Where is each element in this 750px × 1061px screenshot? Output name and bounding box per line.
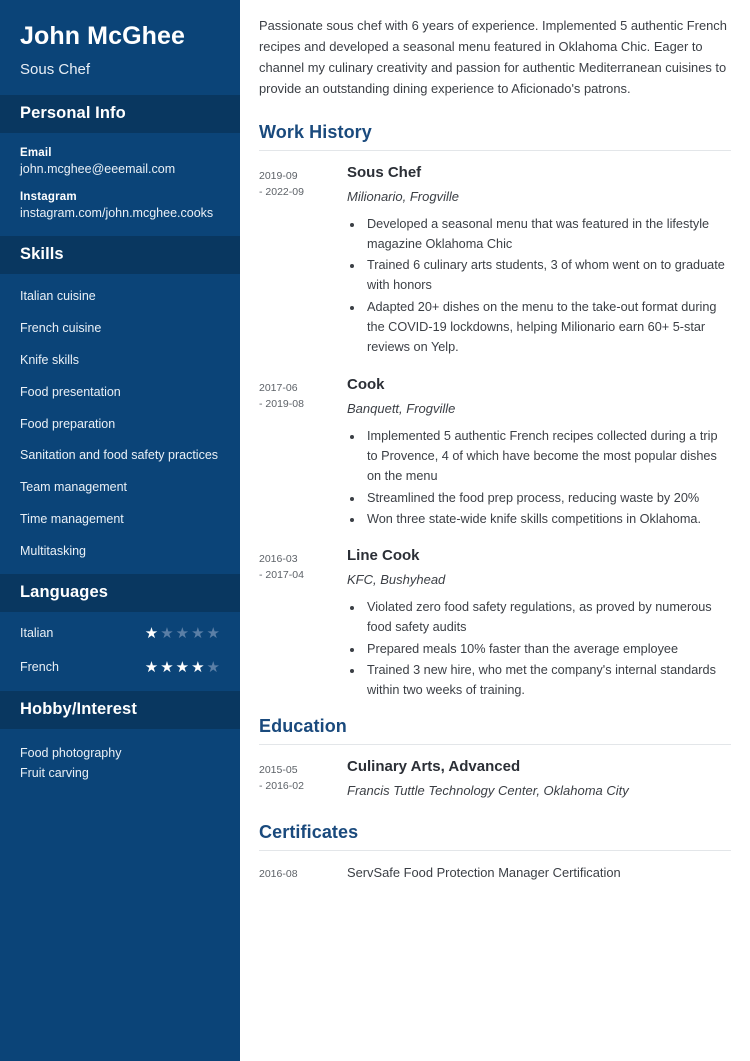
education-entry <box>259 758 731 808</box>
list-item: • Trained 3 new hire, who met the company's internal standards within two weeks of training. <box>364 660 731 701</box>
languages-body <box>0 612 240 691</box>
section-education <box>259 716 731 808</box>
section-divider <box>259 850 731 851</box>
hobby-list <box>20 743 220 783</box>
entry-date-range <box>259 164 343 359</box>
list-item: • Streamlined the food prep process, reducing waste by 20% <box>364 488 731 508</box>
date-end: - 2019-08 <box>259 397 304 410</box>
section-certificates <box>259 822 731 882</box>
professional-summary: Passionate sous chef with 6 years of experience. Implemented 5 authentic French recipes and developed a seasonal menu featured in Oklahoma Chic. Eager to channel my culinary creativity and passion for authentic Mediterranean cuisines to provide an outstanding dining experience to Aficionado's patrons. <box>259 18 727 96</box>
name-block <box>0 0 240 95</box>
work-entry <box>259 376 731 530</box>
hobby-body <box>0 729 240 793</box>
job-bullets <box>347 214 731 358</box>
sidebar <box>0 0 240 1061</box>
list-item: • Developed a seasonal menu that was featured in the lifestyle magazine Oklahoma Chic <box>364 214 731 255</box>
list-item: • Won three state-wide knife skills competitions in Oklahoma. <box>364 509 731 529</box>
star-icon: ★ <box>160 658 174 676</box>
star-icon: ★ <box>206 658 220 676</box>
list-item <box>20 626 220 641</box>
date-end: - 2017-04 <box>259 569 304 582</box>
entry-date: 2016-08 <box>259 867 298 880</box>
entry-body <box>343 547 731 701</box>
language-name: Italian <box>20 626 54 641</box>
contact-field-email <box>20 147 220 178</box>
sidebar-heading-personal-info: Personal Info <box>0 95 240 133</box>
star-icon: ★ <box>191 658 205 676</box>
email-value[interactable]: john.mcghee@eeemail.com <box>20 161 176 176</box>
instagram-value[interactable]: instagram.com/john.mcghee.cooks <box>20 206 214 221</box>
section-work-history <box>259 122 731 702</box>
date-end: - 2022-09 <box>259 185 304 198</box>
section-title-education: Education <box>259 715 347 736</box>
job-role: Line Cook <box>347 547 420 565</box>
languages-list <box>20 626 220 675</box>
list-item: Italian cuisine <box>20 289 96 303</box>
entry-body <box>343 376 731 530</box>
language-rating-stars <box>145 660 220 675</box>
date-start: 2016-03 <box>259 553 298 566</box>
language-rating-stars <box>145 626 220 641</box>
date-end: - 2016-02 <box>259 779 304 792</box>
star-icon: ★ <box>175 658 190 676</box>
list-item: Food photography <box>20 745 122 760</box>
list-item: Team management <box>20 480 128 495</box>
contact-field-instagram <box>20 191 220 222</box>
list-item: French cuisine <box>20 320 102 335</box>
instagram-label: Instagram <box>20 191 77 204</box>
entry-date-range <box>259 758 343 808</box>
list-item: • Prepared meals 10% faster than the average employee <box>364 639 731 659</box>
date-start: 2015-05 <box>259 763 298 776</box>
job-role: Sous Chef <box>347 163 422 181</box>
job-organization: KFC, Bushyhead <box>347 572 446 588</box>
list-item: • Implemented 5 authentic French recipes collected during a trip to Provence, 4 of which have become the most popular dishes on the menu <box>364 426 731 487</box>
skills-body <box>0 274 240 574</box>
job-bullets <box>347 426 731 530</box>
list-item: • Trained 6 culinary arts students, 3 of whom went on to graduate with honors <box>364 255 731 296</box>
entry-date-range <box>259 547 343 701</box>
star-icon: ★ <box>160 624 174 642</box>
language-name: French <box>20 660 59 675</box>
list-item: • Adapted 20+ dishes on the menu to the take-out format during the COVID-19 lockdowns, helping Milionario earn 60+ 5-star reviews on Yelp. <box>364 297 731 358</box>
date-start: 2017-06 <box>259 381 298 394</box>
sidebar-heading-languages: Languages <box>0 574 240 612</box>
section-divider <box>259 744 731 745</box>
certificate-entry <box>259 864 731 882</box>
section-title-work-history: Work History <box>259 121 372 142</box>
section-divider <box>259 150 731 151</box>
main-content <box>240 0 750 1061</box>
star-icon: ★ <box>144 624 159 642</box>
entry-date-range <box>259 376 343 530</box>
star-icon: ★ <box>175 624 190 642</box>
job-role: Cook <box>347 375 385 393</box>
list-item: Sanitation and food safety practices <box>20 448 219 463</box>
candidate-job-title: Sous Chef <box>20 60 91 78</box>
star-icon: ★ <box>191 624 205 642</box>
list-item: • Violated zero food safety regulations, as proved by numerous food safety audits <box>364 597 731 638</box>
work-entry <box>259 547 731 701</box>
list-item: Food presentation <box>20 384 121 399</box>
list-item: Fruit carving <box>20 765 89 780</box>
personal-info-body <box>0 133 240 236</box>
skills-list <box>20 288 220 560</box>
section-title-certificates: Certificates <box>259 821 359 842</box>
work-entry <box>259 164 731 359</box>
sidebar-heading-skills: Skills <box>0 236 240 274</box>
star-icon: ★ <box>206 624 220 642</box>
list-item <box>20 660 220 675</box>
email-label: Email <box>20 146 52 159</box>
school-name: Francis Tuttle Technology Center, Oklahoma City <box>347 782 629 798</box>
job-organization: Milionario, Frogville <box>347 188 459 204</box>
list-item: Time management <box>20 512 124 527</box>
list-item: Knife skills <box>20 352 80 367</box>
list-item: Food preparation <box>20 416 116 431</box>
entry-body <box>343 164 731 359</box>
job-bullets <box>347 597 731 701</box>
candidate-name: John McGhee <box>20 22 186 50</box>
job-organization: Banquett, Frogville <box>347 400 456 416</box>
date-start: 2019-09 <box>259 169 298 182</box>
sidebar-heading-hobby-interest: Hobby/Interest <box>0 691 240 729</box>
list-item: Multitasking <box>20 544 86 558</box>
degree-title: Culinary Arts, Advanced <box>347 757 521 775</box>
certificate-name: ServSafe Food Protection Manager Certification <box>347 864 621 880</box>
star-icon: ★ <box>144 658 159 676</box>
entry-body <box>343 758 731 808</box>
